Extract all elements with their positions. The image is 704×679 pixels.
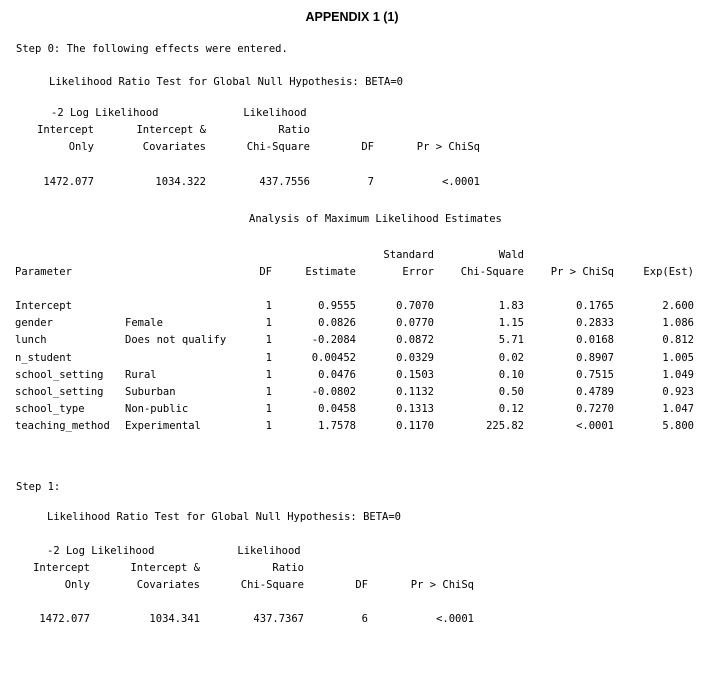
step0-val-int-only: 1472.077 [43,176,94,188]
step0-hdr-intercept-and: Intercept & [136,124,206,136]
cell-df: 1 [265,351,272,364]
mle-hdr-standard: Standard [383,249,434,261]
step0-val-pr: <.0001 [442,176,480,188]
cell-pr-chisq: 0.8907 [576,351,614,364]
mle-hdr-parameter: Parameter [15,266,72,278]
step0-hdr-ratio: Ratio [278,124,310,136]
step1-hdr-chisq: Chi-Square [240,579,304,591]
cell-std-error: 0.0872 [396,334,434,347]
step0-hdr-neg2ll: -2 Log Likelihood [51,107,159,119]
cell-std-error: 0.1170 [396,420,434,433]
cell-df: 1 [265,386,272,398]
cell-param: n_student [15,351,72,364]
cell-level: Suburban [125,386,176,398]
cell-level: Experimental [125,420,201,433]
cell-level: Female [125,317,163,330]
cell-pr-chisq: 0.1765 [576,300,614,312]
step0-hdr-df: DF [361,141,374,153]
cell-param: school_type [15,403,85,416]
step0-hdr-intercept: Intercept [37,124,94,136]
cell-estimate: 0.0458 [318,403,356,416]
cell-std-error: 0.7070 [396,300,434,312]
cell-std-error: 0.1313 [396,403,434,416]
cell-df: 1 [265,403,272,416]
cell-pr-chisq: 0.7270 [576,403,614,416]
step0-hdr-pr: Pr > ChiSq [416,141,480,153]
step1-val-pr: <.0001 [436,613,474,625]
mle-hdr-estimate: Estimate [305,266,356,278]
step1-val-df: 6 [361,613,368,625]
mle-title: Analysis of Maximum Likelihood Estimates [249,213,502,225]
cell-estimate: -0.2084 [311,334,356,347]
cell-std-error: 0.0770 [396,317,434,330]
cell-param: gender [15,317,53,330]
cell-estimate: 0.0826 [318,317,356,330]
cell-estimate: 0.00452 [311,351,356,364]
step1-val-chisq: 437.7367 [253,613,304,625]
step1-hdr-only: Only [64,579,90,591]
cell-df: 1 [265,300,272,312]
cell-wald-chisq: 0.02 [498,351,524,364]
cell-param: Intercept [15,300,72,312]
cell-level: Does not qualify [125,334,227,347]
step0-val-df: 7 [367,176,374,188]
cell-df: 1 [265,317,272,330]
step1-val-int-only: 1472.077 [39,613,90,625]
step1-hdr-likelihood: Likelihood [237,545,301,557]
step0-val-chisq: 437.7556 [259,176,310,188]
cell-df: 1 [265,420,272,433]
cell-exp-est: 0.812 [662,334,694,347]
cell-level: Non-public [125,403,189,416]
cell-pr-chisq: <.0001 [576,420,614,433]
cell-std-error: 0.1132 [396,386,434,398]
mle-hdr-error: Error [402,266,434,278]
cell-exp-est: 1.049 [662,368,694,381]
cell-estimate: 1.7578 [318,420,356,433]
cell-estimate: 0.9555 [318,300,356,312]
cell-wald-chisq: 0.12 [498,403,524,416]
mle-hdr-wald: Wald [498,249,524,261]
cell-exp-est: 1.086 [662,317,694,330]
cell-wald-chisq: 1.15 [498,317,524,330]
step1-hdr-pr: Pr > ChiSq [410,579,474,591]
cell-param: lunch [15,334,47,347]
appendix-title: APPENDIX 1 (1) [305,10,399,24]
step1-lrt-title: Likelihood Ratio Test for Global Null Hypothesis: BETA=0 [47,511,402,523]
cell-pr-chisq: 0.0168 [576,334,614,347]
cell-estimate: 0.0476 [318,368,356,381]
step0-hdr-chisq: Chi-Square [246,141,310,153]
step1-hdr-covariates: Covariates [136,579,200,591]
step0-hdr-covariates: Covariates [142,141,206,153]
step0-lrt-title: Likelihood Ratio Test for Global Null Hypothesis: BETA=0 [49,76,404,88]
cell-param: school_setting [15,368,104,381]
step1-heading: Step 1: [16,481,61,493]
cell-pr-chisq: 0.7515 [576,368,614,381]
step1-hdr-df: DF [355,579,368,591]
mle-hdr-exp: Exp(Est) [643,266,694,278]
step1-hdr-intercept-and: Intercept & [130,562,200,574]
cell-exp-est: 0.923 [662,386,694,398]
cell-pr-chisq: 0.4789 [576,386,614,398]
step1-hdr-neg2ll: -2 Log Likelihood [47,545,155,557]
step1-hdr-intercept: Intercept [33,562,90,574]
step0-hdr-likelihood: Likelihood [243,107,307,119]
cell-param: school_setting [15,386,104,398]
cell-wald-chisq: 0.50 [498,386,524,398]
cell-level: Rural [125,368,157,381]
cell-exp-est: 1.047 [662,403,694,416]
cell-df: 1 [265,334,272,347]
cell-wald-chisq: 0.10 [498,368,524,381]
cell-exp-est: 2.600 [662,300,694,312]
cell-df: 1 [265,368,272,381]
cell-pr-chisq: 0.2833 [576,317,614,330]
step1-hdr-ratio: Ratio [272,562,304,574]
step0-hdr-only: Only [68,141,94,153]
mle-hdr-pr: Pr > ChiSq [550,266,614,278]
cell-wald-chisq: 5.71 [498,334,524,347]
mle-hdr-chisq: Chi-Square [460,266,524,278]
step0-val-int-cov: 1034.322 [155,176,206,188]
cell-wald-chisq: 1.83 [498,300,524,312]
cell-wald-chisq: 225.82 [486,420,524,433]
cell-std-error: 0.1503 [396,368,434,381]
cell-std-error: 0.0329 [396,351,434,364]
cell-exp-est: 5.800 [662,420,694,433]
step1-val-int-cov: 1034.341 [149,613,200,625]
step0-heading: Step 0: The following effects were entered. [16,43,288,55]
cell-estimate: -0.0802 [311,386,356,398]
cell-param: teaching_method [15,420,110,433]
mle-hdr-df: DF [259,266,272,278]
cell-exp-est: 1.005 [662,351,694,364]
